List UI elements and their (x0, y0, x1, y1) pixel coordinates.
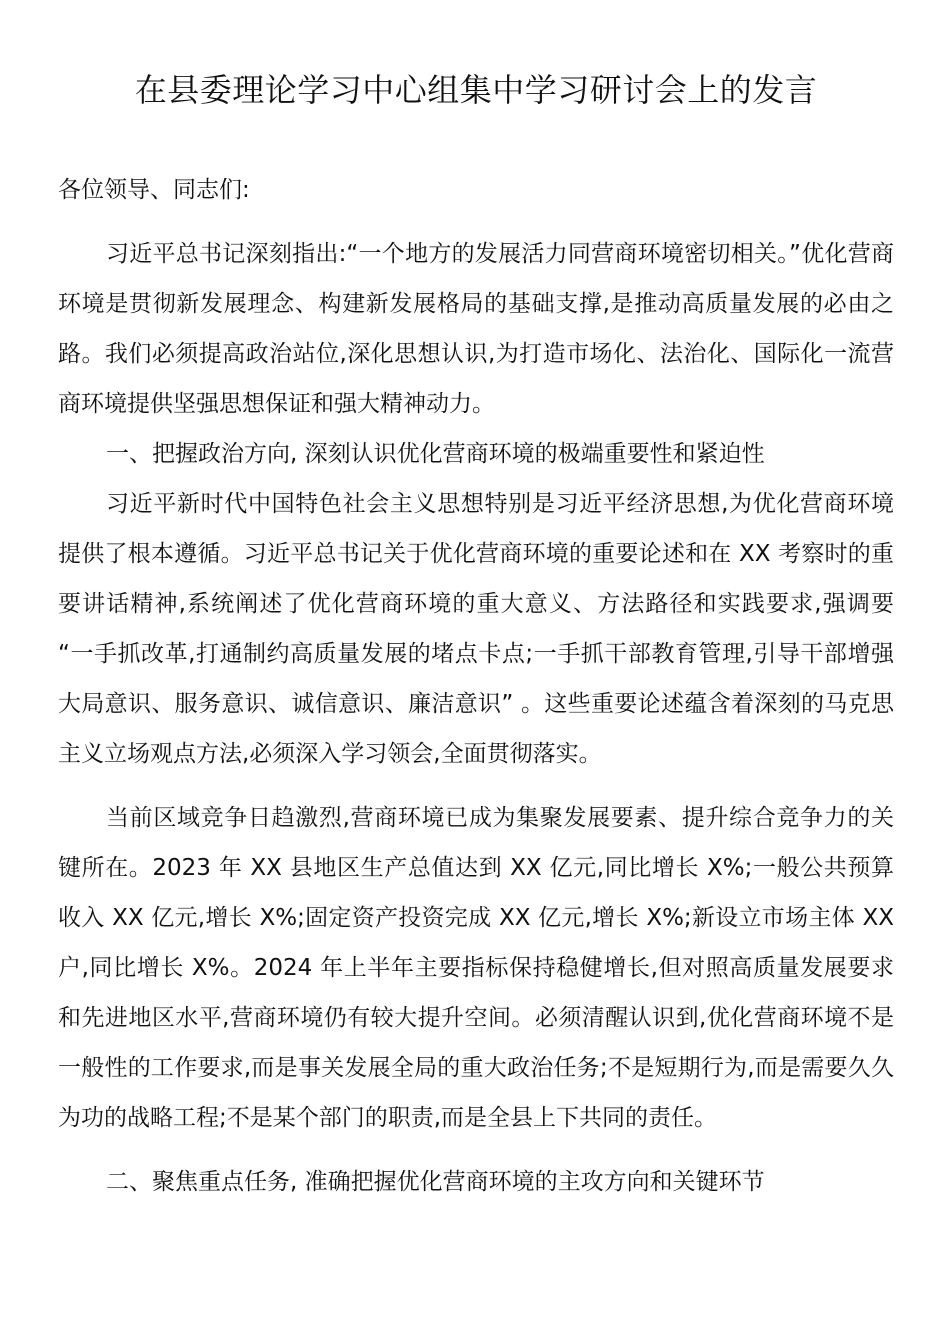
paragraph-theory: 习近平新时代中国特色社会主义思想特别是习近平经济思想,为优化营商环境提供了根本遵循。习近平总书记关于优化营商环境的重要论述和在 XX 考察时的重要讲话精神,系统阐述了优化营商环境的重大意义、方法路径和实践要求,强调要 “一手抓改革,打通制约高质量发展的堵点卡点;一手抓干部教育管理,引导干部增强大局意识、服务意识、诚信意识、廉洁意识” 。这些重要论述蕴含着深刻的马克思主义立场观点方法,必须深入学习领会,全面贯彻落实。 (58, 491, 894, 767)
section-heading-1: 一、把握政治方向, 深刻认识优化营商环境的极端重要性和紧迫性 (106, 441, 765, 467)
paragraph-situation: 当前区域竞争日趋激烈,营商环境已成为集聚发展要素、提升综合竞争力的关键所在。2023 年 XX 县地区生产总值达到 XX 亿元,同比增长 X%;一般公共预算收入 XX 亿元,增长 X%;固定资产投资完成 XX 亿元,增长 X%;新设立市场主体 XX 户,同比增长 X%。2024 年上半年主要指标保持稳健增长,但对照高质量发展要求和先进地区水平,营商环境仍有较大提升空间。必须清醒认识到,优化营商环境不是一般性的工作要求,而是事关发展全局的重大政治任务;不是短期行为,而是需要久久为功的战略工程;不是某个部门的职责,而是全县上下共同的责任。 (58, 805, 894, 1131)
document-title: 在县委理论学习中心组集中学习研讨会上的发言 (134, 71, 818, 109)
paragraph-intro: 习近平总书记深刻指出:“一个地方的发展活力同营商环境密切相关。”优化营商环境是贯彻新发展理念、构建新发展格局的基础支撑,是推动高质量发展的必由之路。我们必须提高政治站位,深化思想认识,为打造市场化、法治化、国际化一流营商环境提供坚强思想保证和强大精神动力。 (58, 241, 894, 417)
salutation: 各位领导、同志们: (58, 177, 250, 203)
document-body (58, 165, 894, 1207)
section-heading-2: 二、聚焦重点任务, 准确把握优化营商环境的主攻方向和关键环节 (106, 1169, 765, 1195)
